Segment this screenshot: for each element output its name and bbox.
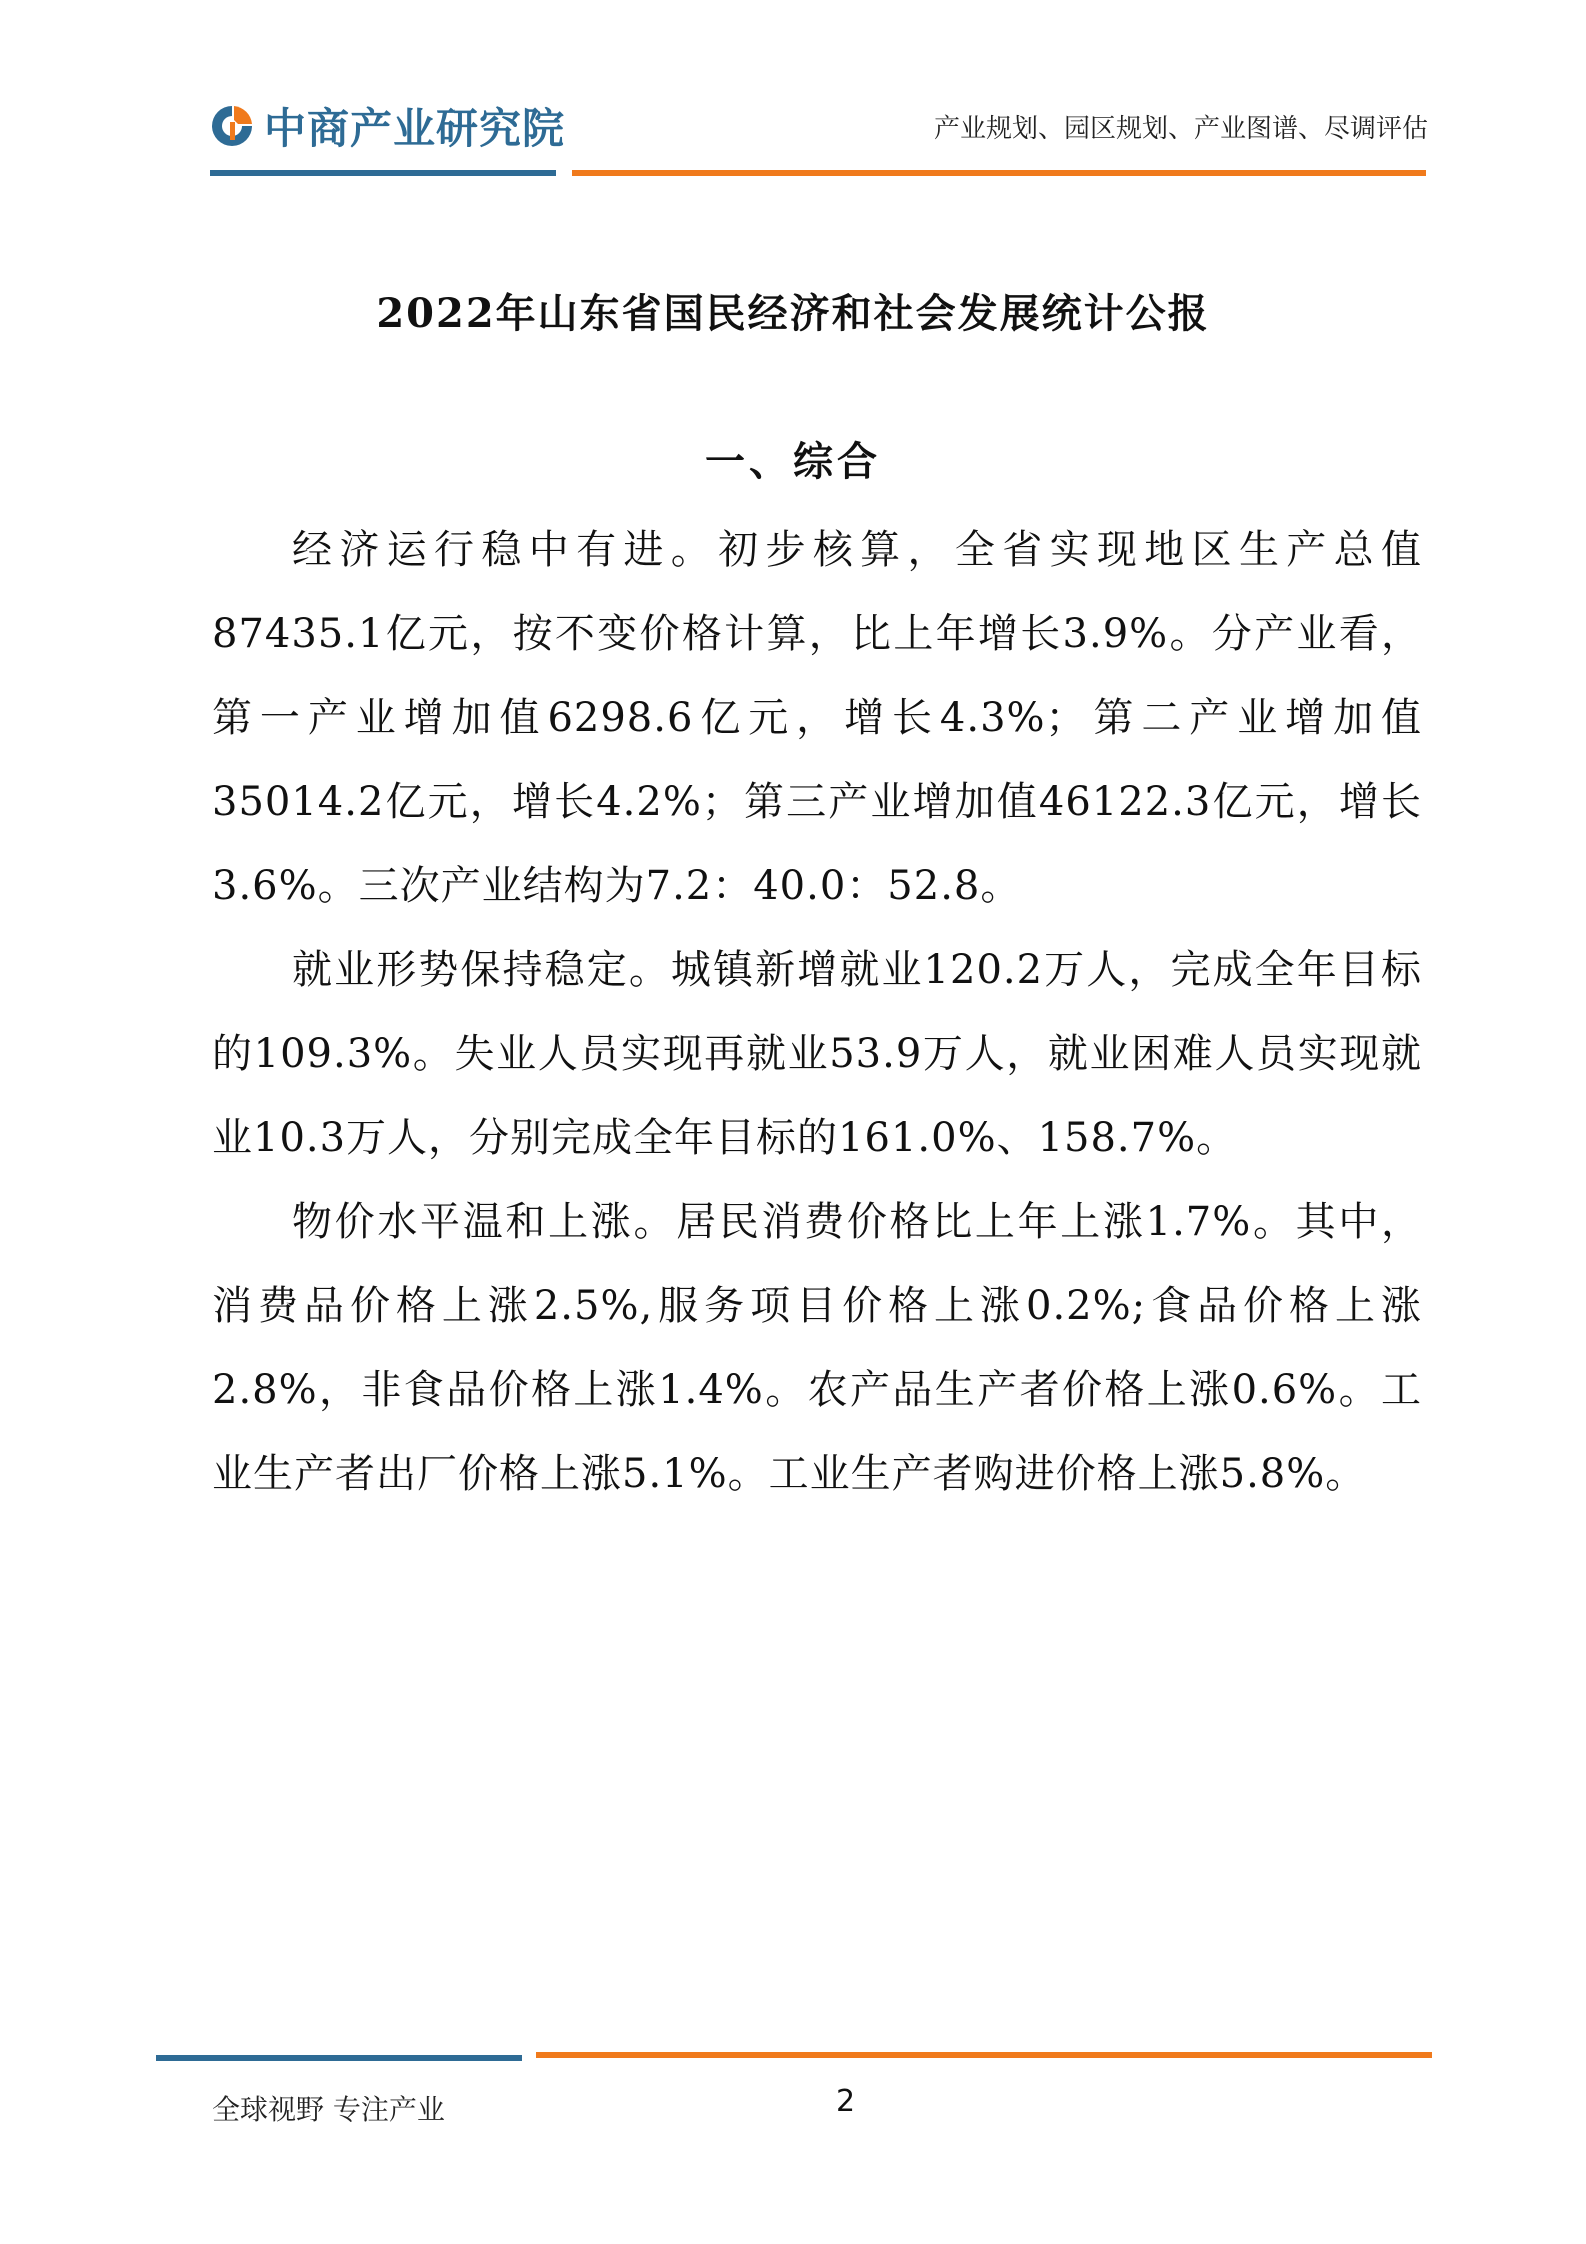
paragraph-employment: 就业形势保持稳定。城镇新增就业120.2万人，完成全年目标的109.3%。失业人员实现再就业53.9万人，就业困难人员实现就业10.3万人，分别完成全年目标的161.0%、158.7%。 [212,947,1422,1161]
paragraph-prices: 物价水平温和上涨。居民消费价格比上年上涨1.7%。其中，消费品价格上涨2.5%,服务项目价格上涨0.2%;食品价格上涨2.8%，非食品价格上涨1.4%。农产品生产者价格上涨0.6%。工业生产者出厂价格上涨5.1%。工业生产者购进价格上涨5.8%。 [212,1199,1422,1497]
header-rule-orange [572,170,1426,176]
paragraph-economy: 经济运行稳中有进。初步核算，全省实现地区生产总值87435.1亿元，按不变价格计算，比上年增长3.9%。分产业看，第一产业增加值6298.6亿元，增长4.3%；第二产业增加值35014.2亿元，增长4.2%；第三产业增加值46122.3亿元，增长3.6%。三次产业结构为7.2：40.0：52.8。 [212,527,1422,909]
document-title: 2022年山东省国民经济和社会发展统计公报 [376,290,1210,337]
brand-logo [208,96,565,156]
footer-slogan: 全球视野 专注产业 [212,2093,445,2126]
page-number: 2 [836,2084,856,2119]
header-rule-blue [210,170,556,176]
document-body [212,508,1422,1516]
brand-name: 中商产业研究院 [264,104,566,153]
company-logo-icon [208,102,256,150]
section-heading: 一、综合 [705,438,881,485]
footer-rule-orange [536,2052,1432,2058]
header-tagline: 产业规划、园区规划、产业图谱、尽调评估 [933,114,1428,144]
footer-rule-blue [156,2055,522,2061]
